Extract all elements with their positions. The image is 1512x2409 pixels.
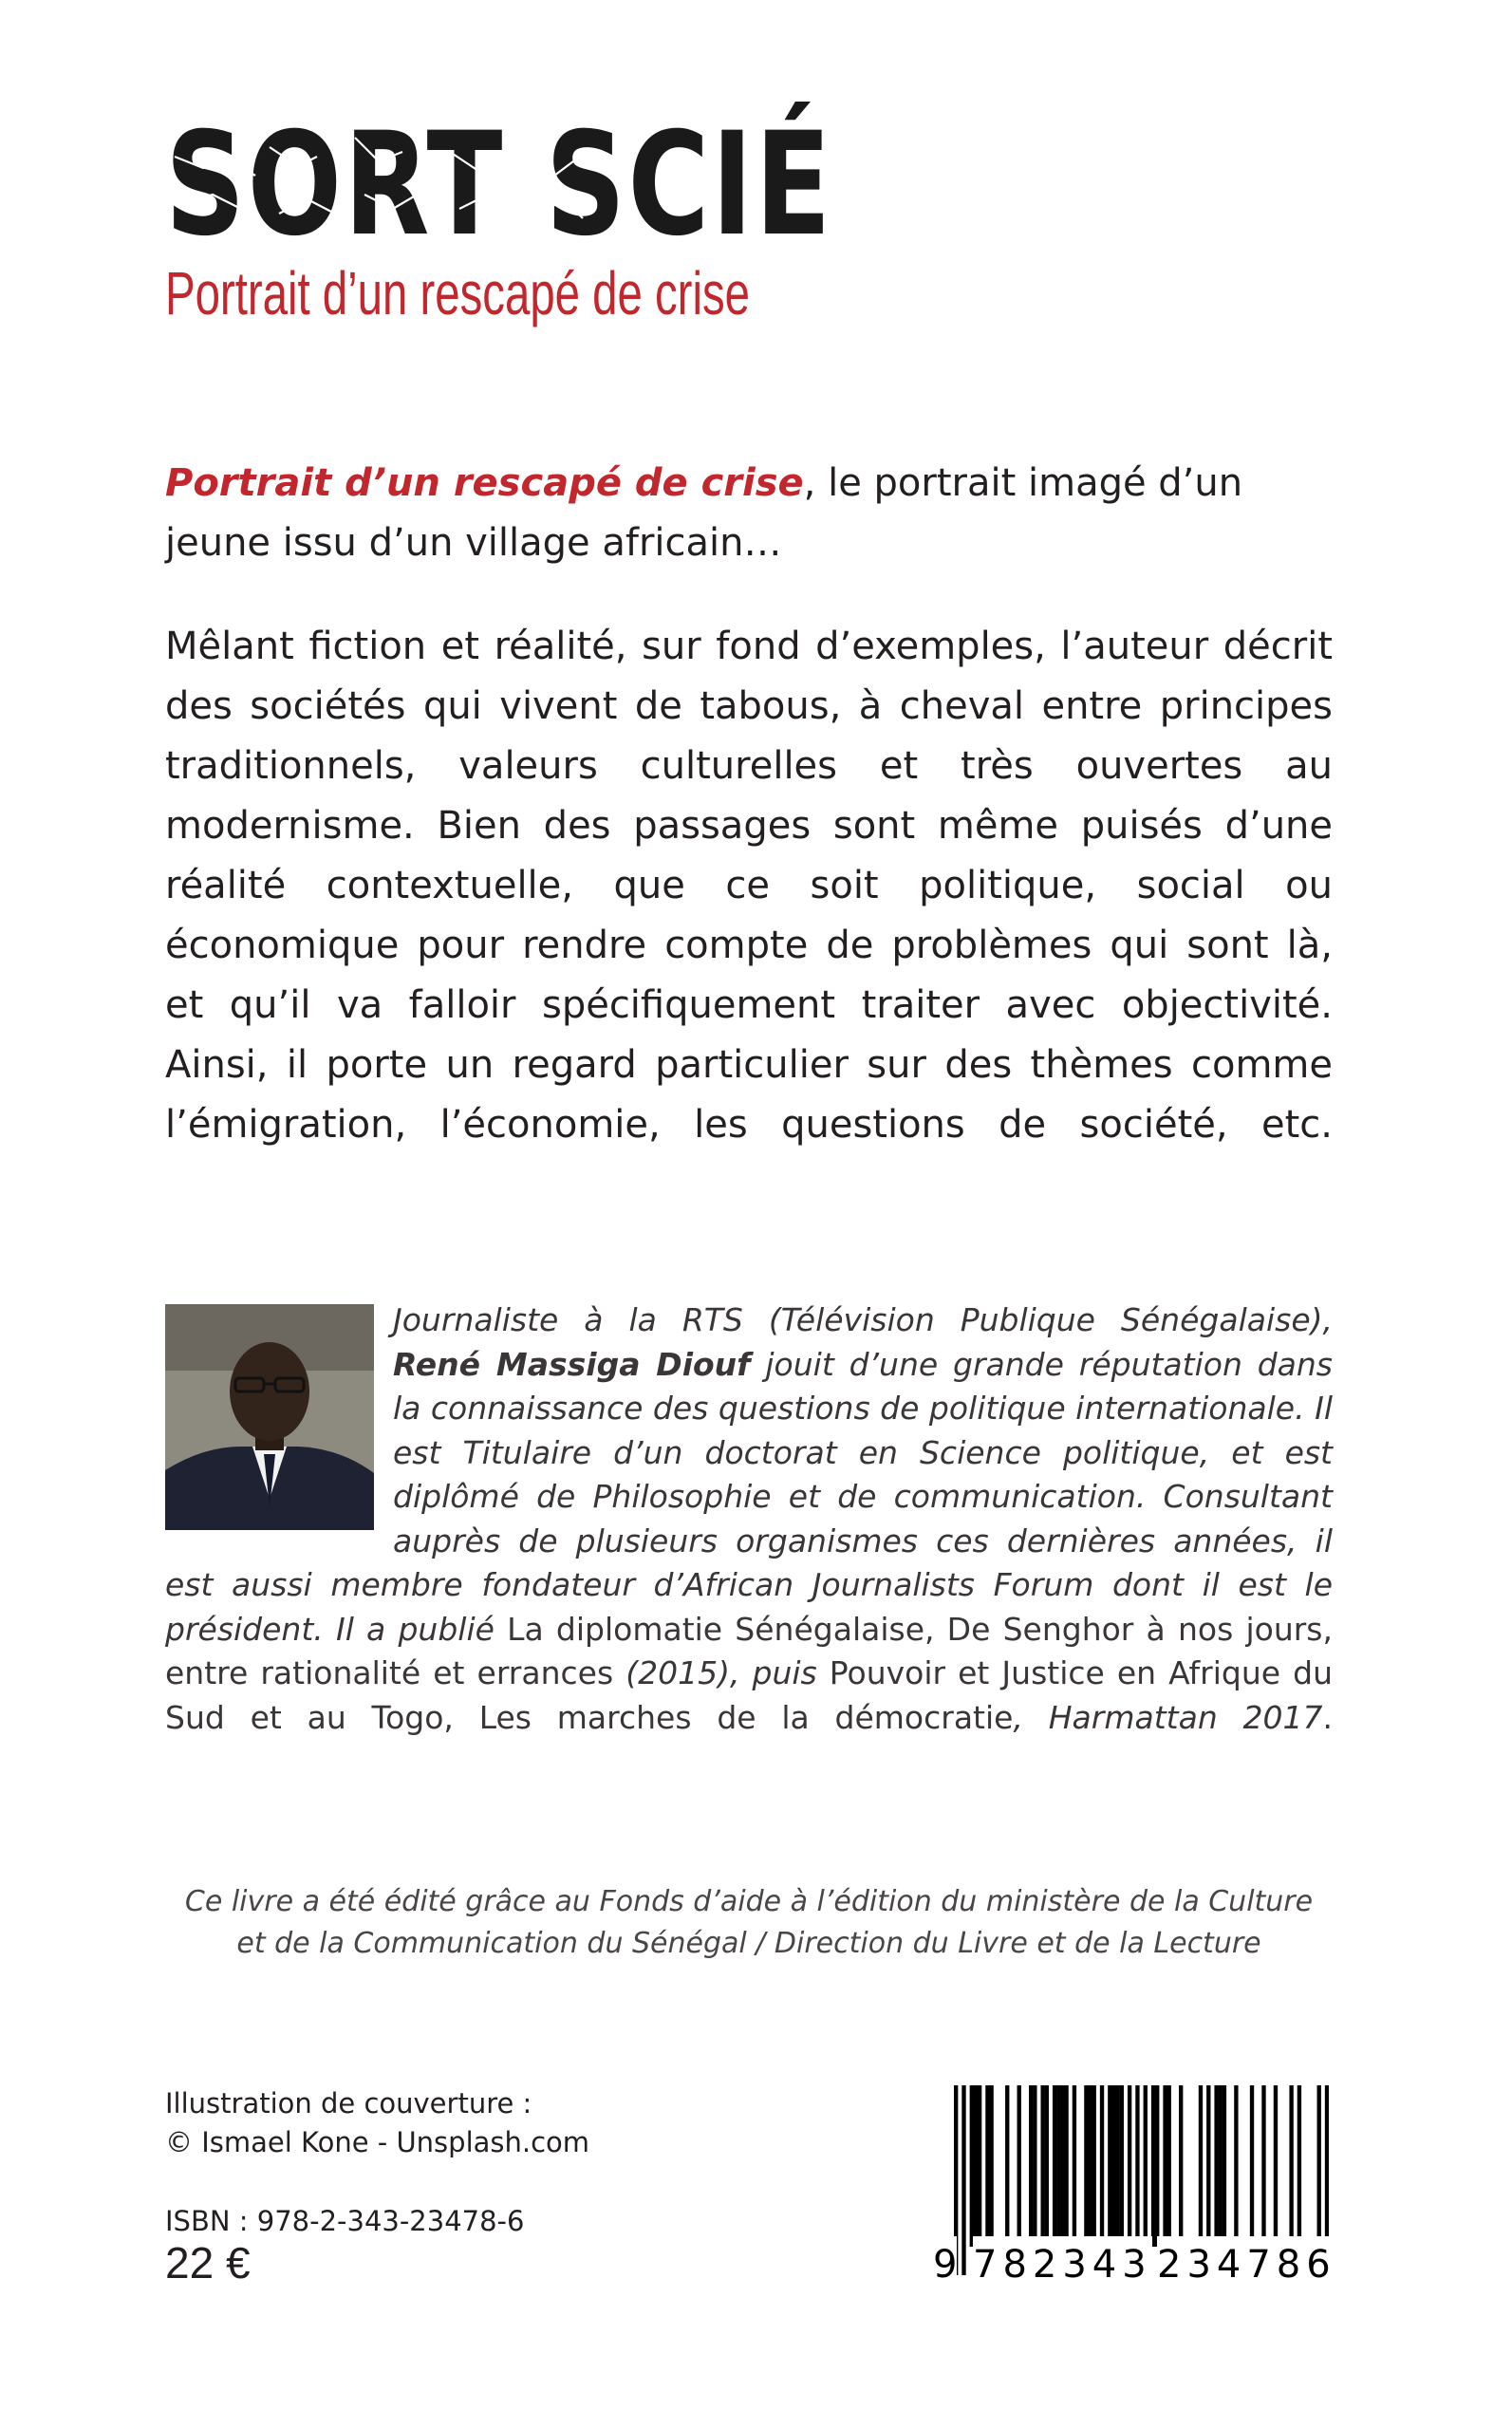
barcode-bar (974, 2085, 978, 2247)
barcode-bar (1053, 2085, 1056, 2247)
barcode-bar (1115, 2085, 1119, 2247)
barcode-bar (985, 2085, 989, 2247)
funding-line-1: Ce livre a été édité grâce au Fonds d’aide à l’édition du ministère de la Culture (184, 1885, 1314, 1918)
book-title-2: Pouvoir et Justice en Afrique du Sud et au Togo, Les marches de la démocratie (165, 1654, 1333, 1736)
isbn: ISBN : 978-2-343-23478-6 (165, 2205, 525, 2237)
barcode-bar (1179, 2085, 1183, 2247)
barcode-bar (1199, 2085, 1203, 2247)
blurb-paragraph-1 (165, 454, 1333, 573)
author-name: René Massiga Diouf (393, 1345, 751, 1383)
bio-intro: Journaliste à la RTS (Télévision Publique Sénégalaise), (393, 1301, 1333, 1338)
barcode-bar (1029, 2085, 1033, 2247)
barcode-bar (1056, 2085, 1060, 2247)
barcode-bar (1092, 2085, 1096, 2247)
blurb-lead: Portrait d’un rescapé de crise (165, 461, 804, 505)
barcode-bar (978, 2085, 981, 2247)
barcode-bar (1084, 2085, 1088, 2247)
book-title-1: La diplomatie Sénégalaise, De Senghor à nos jours, entre rationalité et errances (165, 1610, 1333, 1691)
barcode-bar (1108, 2085, 1111, 2247)
barcode-bar (989, 2085, 993, 2247)
barcode-bar (1250, 2085, 1254, 2247)
barcode-digits-left: 782343 (973, 2236, 1152, 2293)
barcode-bar (1223, 2085, 1226, 2247)
barcode-bar (1060, 2085, 1064, 2247)
barcode-bar (1100, 2085, 1104, 2247)
book-1-meta: (2015), puis (613, 1654, 817, 1691)
photo-spacer (165, 1298, 393, 1555)
price: 22 € (165, 2238, 251, 2288)
barcode-bar (1206, 2085, 1210, 2247)
barcode-digits (933, 2232, 1336, 2299)
barcode-bar (1151, 2085, 1155, 2247)
barcode-bar (970, 2085, 974, 2247)
barcode-bar (1017, 2085, 1021, 2247)
barcode-bar (1045, 2085, 1049, 2247)
barcode-bar (1261, 2085, 1265, 2247)
barcode-bar (1005, 2085, 1009, 2247)
illustration-label: Illustration de couverture : (165, 2087, 532, 2120)
barcode-bar (1088, 2085, 1092, 2247)
blurb-paragraph-2: Mêlant fiction et réalité, sur fond d’exemples, l’auteur décrit des sociétés qui vivent de tabous, à cheval entre principes traditionnels, valeurs culturelles et très ouvertes au modernisme. Bien des passages sont même puisés d’une réalité contextuelle, que ce soit politique, social ou économique pour rendre compte de problèmes qui sont là, et qu’il va falloir spécifiquement traiter avec objectivité. Ainsi, il porte un regard particulier sur des thèmes comme l’émigration, l’économie, les questions de société, etc. (165, 625, 1333, 1147)
barcode-bar (1128, 2085, 1131, 2247)
barcode-bar (1120, 2085, 1124, 2247)
bio-main: jouit d’une grande réputation dans la connaissance des questions de politique internationale. Il est Titulaire d’un doctorat en Science politique, et est diplômé de Philosophie et de communication. Consultant auprès de plusieurs organismes ces dernières années, il est aussi membre fondateur d’African Journalists Forum dont il est le président. Il a publié (165, 1345, 1333, 1648)
barcode-bar (1111, 2085, 1115, 2247)
barcode-bar (1214, 2085, 1218, 2247)
book-title: SORT SCIÉ (165, 103, 833, 268)
barcode-bar (1297, 2085, 1301, 2247)
blurb-lead-rest: , le portrait imagé d’un jeune issu d’un village africain… (165, 461, 1243, 565)
barcode-digits-right: 234786 (1157, 2236, 1336, 2293)
illustration-credit: © Ismael Kone - Unsplash.com (165, 2126, 590, 2158)
barcode-bar (1064, 2085, 1068, 2247)
barcode-bar (1040, 2085, 1044, 2247)
book-2-meta: , Harmattan 2017 (1013, 1698, 1323, 1736)
book-subtitle: Portrait d’un rescapé de crise (165, 259, 750, 327)
barcode-bar (1167, 2085, 1171, 2247)
barcode-bar (1219, 2085, 1223, 2247)
author-bio (165, 1298, 1333, 1784)
barcode-digit-first: 9 (933, 2236, 957, 2293)
barcode-bar (1163, 2085, 1167, 2247)
barcode-bar (1234, 2085, 1238, 2247)
bio-end: . (1322, 1698, 1333, 1736)
funding-line-2: et de la Communication du Sénégal / Direction du Livre et de la Lecture (236, 1927, 1261, 1960)
barcode-bar (1155, 2085, 1159, 2247)
barcode-bar (1289, 2085, 1293, 2247)
barcode-bar (1033, 2085, 1036, 2247)
barcode-bar (1274, 2085, 1278, 2247)
barcode-bar (1073, 2085, 1076, 2247)
funding-note (165, 1881, 1333, 1965)
